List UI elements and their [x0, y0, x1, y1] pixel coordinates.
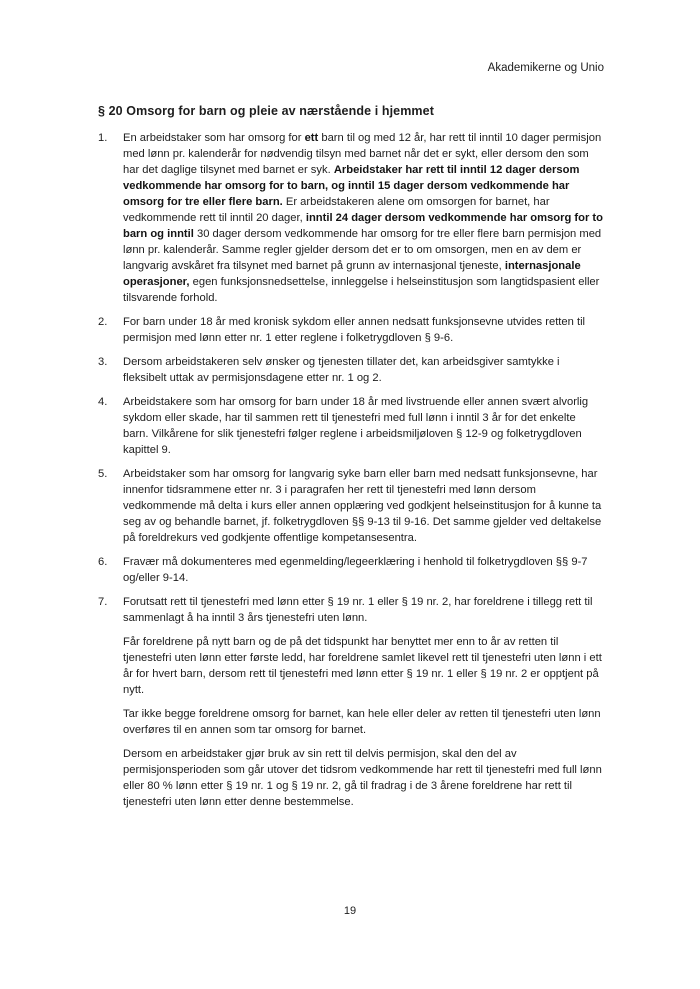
clause-text: 30 dager dersom vedkommende har omsorg for tre eller flere barn permisjon med lønn pr. kalenderår. Samme regler gjelder dersom det er to om omsorgen, men en av dem er langvarig avskåret fra tilsynet med barnet på grunn av internasjonal tjeneste, [123, 228, 602, 272]
clause-paragraph [123, 130, 604, 306]
clause-item [98, 594, 604, 818]
clause-text: Dersom en arbeidstaker gjør bruk av sin rett til delvis permisjon, skal den del av permisjonsperioden som går utover det tidsrom vedkommende har rett til tjenestefri med full lønn eller 80 % lønn etter § 19 nr. 1 og § 19 nr. 2, gå til fradrag i de 3 årene foreldrene har rett til tjenestefri uten lønn etter denne bestemmelse. [123, 748, 602, 808]
clause-text: Arbeidstakere som har omsorg for barn under 18 år med livstruende eller annen svært alvorlig sykdom eller skade, har til sammen rett til tjenestefri med full lønn i inntil 3 år for det enkelte barn. Vilkårene for slik tjenestefri følger reglene i arbeidsmiljøloven § 12-9 og folketrygdloven kapittel 9. [123, 396, 589, 456]
clause-body [123, 594, 604, 818]
clause-number: 5. [98, 468, 108, 480]
clause-number: 7. [98, 596, 108, 608]
clause-paragraph [123, 394, 604, 458]
clause-text-bold: Arbeidstaker har rett til inntil 12 dager dersom vedkommende har omsorg for to barn, og inntil 15 dager dersom vedkommende har omsorg for tre eller flere barn. [123, 164, 580, 208]
clause-body [123, 314, 604, 354]
clause-text-bold: inntil 24 dager dersom vedkommende har omsorg for to barn og inntil [123, 212, 603, 240]
header-organization: Akademikerne og Unio [487, 62, 604, 74]
clause-body [123, 130, 604, 314]
clause-item [98, 314, 604, 354]
document-content [98, 104, 604, 818]
document-header [98, 62, 604, 74]
clause-text: Tar ikke begge foreldrene omsorg for barnet, kan hele eller deler av retten til tjenestefri uten lønn overføres til en annen som tar omsorg for barnet. [123, 708, 601, 736]
clause-paragraph [123, 554, 604, 586]
page-footer [0, 905, 700, 917]
clause-body [123, 466, 604, 554]
clause-paragraph [123, 634, 604, 698]
clause-number: 4. [98, 396, 108, 408]
clause-number: 6. [98, 556, 108, 568]
clause-paragraph [123, 746, 604, 810]
clause-paragraph [123, 466, 604, 546]
clause-body [123, 394, 604, 466]
clause-text-bold: internasjonale operasjoner, [123, 260, 581, 288]
clause-text-bold: ett [304, 132, 319, 144]
clause-number: 1. [98, 132, 108, 144]
clause-number: 2. [98, 316, 108, 328]
clause-paragraph [123, 594, 604, 626]
clause-item [98, 466, 604, 554]
clause-item [98, 394, 604, 466]
clause-text: egen funksjonsnedsettelse, innleggelse i helseinstitusjon som langtidspasient eller tilsvarende forhold. [123, 276, 600, 304]
clause-text: barn til og med 12 år, har rett til inntil 10 dager permisjon med lønn pr. kalenderår for nødvendig tilsyn med barnet når det er sykt, eller dersom den som har det daglige tilsynet med barnet er syk. [123, 132, 602, 176]
clause-body [123, 554, 604, 594]
clause-paragraph [123, 706, 604, 738]
clause-item [98, 130, 604, 314]
clause-text: Fravær må dokumenteres med egenmelding/legeerklæring i henhold til folketrygdloven §§ 9-7 og/eller 9-14. [123, 556, 588, 584]
clause-text: En arbeidstaker som har omsorg for [123, 132, 305, 144]
clause-list [98, 130, 604, 818]
clause-paragraph [123, 354, 604, 386]
clause-number: 3. [98, 356, 108, 368]
clause-item [98, 354, 604, 394]
page-number: 19 [343, 905, 357, 917]
clause-text: Dersom arbeidstakeren selv ønsker og tjenesten tillater det, kan arbeidsgiver samtykke i fleksibelt uttak av permisjonsdagene etter nr. 1 og 2. [123, 356, 560, 384]
clause-item [98, 554, 604, 594]
clause-text: Får foreldrene på nytt barn og de på det tidspunkt har benyttet mer enn to år av retten til tjenestefri uten lønn etter første ledd, har foreldrene samlet likevel rett til tjenestefri uten lønn i ett år for hvert barn, dersom rett til tjenestefri med lønn etter § 19 nr. 1 eller § 19 nr. 2 er opptjent på nytt. [123, 636, 602, 696]
clause-text: For barn under 18 år med kronisk sykdom eller annen nedsatt funksjonsevne utvides retten til permisjon med lønn etter nr. 1 etter reglene i folketrygdloven § 9-6. [123, 316, 586, 344]
clause-text: Arbeidstaker som har omsorg for langvarig syke barn eller barn med nedsatt funksjonsevne, har innenfor tidsrammene etter nr. 3 i paragrafen her rett til tjenestefri med lønn dersom vedkommende må delta i kurs eller annen opplæring ved godkjent helseinstitusjon for å kunne ta seg av og behandle barnet, jf. folketrygdloven §§ 9-13 til 9-16. Det samme gjelder ved deltakelse på foreldrekurs ved godkjente offentlige kompetansesentra. [123, 468, 602, 544]
clause-paragraph [123, 314, 604, 346]
clause-text: Forutsatt rett til tjenestefri med lønn etter § 19 nr. 1 eller § 19 nr. 2, har foreldrene i tillegg rett til sammenlagt å ha inntil 3 års tjenestefri uten lønn. [123, 596, 593, 624]
section-heading: § 20 Omsorg for barn og pleie av nærstående i hjemmet [98, 104, 434, 118]
clause-body [123, 354, 604, 394]
clause-text: Er arbeidstakeren alene om omsorgen for barnet, har vedkommende rett til inntil 20 dager, [123, 196, 550, 224]
